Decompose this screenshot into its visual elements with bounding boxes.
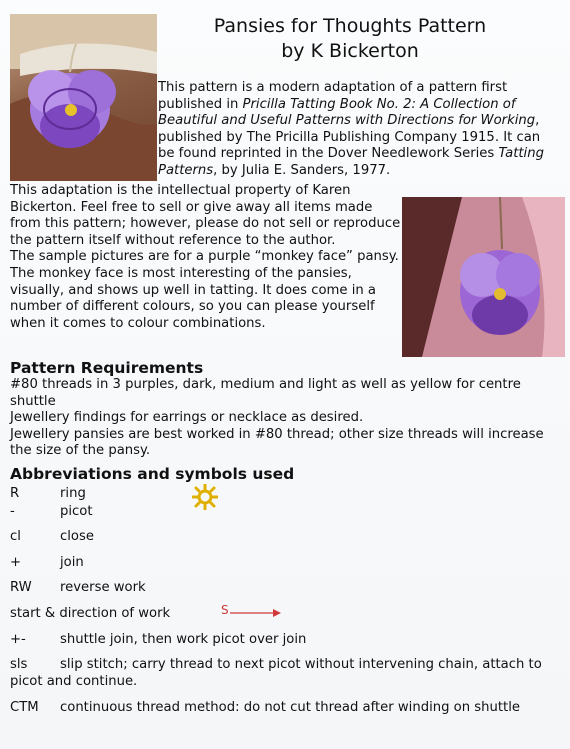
adaptation-paragraph: This adaptation is the intellectual property of Karen Bickerton. Feel free to sell or give away all items made from this pattern; however, please do not sell or reproduce the pattern itself without reference to the author. bbox=[10, 183, 401, 248]
requirement-item: #80 threads in 3 purples, dark, medium and light as well as yellow for centre shuttle bbox=[10, 377, 521, 409]
pansy-photo-hand bbox=[10, 14, 157, 181]
abbr-def: continuous thread method: do not cut thread after winding on shuttle bbox=[60, 700, 520, 715]
requirement-item: Jewellery findings for earrings or necklace as desired. bbox=[10, 410, 364, 426]
intro-series-title: Tatting Patterns bbox=[158, 146, 544, 178]
abbr-row-slip-stitch bbox=[10, 657, 560, 690]
start-symbol-s: S bbox=[221, 603, 229, 617]
abbr-code: + bbox=[10, 555, 22, 570]
direction-arrow-icon bbox=[230, 606, 282, 620]
abbr-code: cl bbox=[10, 529, 21, 544]
abbr-def: ring bbox=[60, 486, 86, 501]
abbr-row-reverse-work bbox=[10, 580, 560, 597]
abbr-code: start & direction of work bbox=[10, 606, 171, 621]
abbr-def: shuttle join, then work picot over join bbox=[60, 632, 307, 647]
abbr-def: reverse work bbox=[60, 580, 146, 595]
abbr-def: picot bbox=[60, 504, 93, 519]
abbr-def: slip stitch; carry thread to next picot without intervening chain, attach to picot and continue. bbox=[10, 657, 542, 689]
abbr-row-shuttle-join bbox=[10, 632, 560, 649]
title-line-2: by K Bickerton bbox=[281, 40, 419, 62]
abbr-row-ctm bbox=[10, 700, 560, 717]
abbr-code: RW bbox=[10, 580, 32, 595]
page-title bbox=[180, 14, 520, 64]
requirement-item: Jewellery pansies are best worked in #80 thread; other size threads will increase the size of the pansy. bbox=[10, 426, 544, 459]
intro-paragraph bbox=[158, 80, 560, 180]
requirements-heading: Pattern Requirements bbox=[10, 359, 204, 377]
abbr-code: CTM bbox=[10, 700, 39, 715]
intro-book-title: Pricilla Tatting Book No. 2: A Collection of Beautiful and Useful Patterns with Directions for Working bbox=[158, 96, 536, 129]
abbr-code: +- bbox=[10, 632, 26, 647]
pansy-photo-worn-image bbox=[402, 197, 565, 357]
intro-text-2: , published by The Pricilla Publishing Company 1915. It can be found reprinted in the Dover Needlework Series bbox=[158, 113, 541, 162]
abbr-code: - bbox=[10, 504, 15, 519]
abbr-code: sls bbox=[10, 657, 28, 672]
abbr-def: close bbox=[60, 529, 94, 544]
abbr-row-close bbox=[10, 529, 560, 546]
abbr-row-ring bbox=[10, 486, 560, 503]
pansy-photo-hand-image bbox=[10, 14, 157, 181]
requirements-list bbox=[10, 377, 560, 460]
abbr-code: R bbox=[10, 486, 20, 501]
intro-text-1: This pattern is a modern adaptation of a pattern first published in bbox=[158, 80, 508, 112]
samples-paragraph: The sample pictures are for a purple “monkey face” pansy. The monkey face is most interesting of the pansies, visually, and shows up well in tatting. It does come in a number of different colours, so you can please yourself when it comes to colour combinations. bbox=[10, 249, 399, 331]
intro-text-3: , by Julia E. Sanders, 1977. bbox=[213, 162, 391, 178]
abbreviations-heading: Abbreviations and symbols used bbox=[10, 465, 295, 483]
title-line-1: Pansies for Thoughts Pattern bbox=[213, 15, 487, 37]
abbr-row-join bbox=[10, 555, 560, 572]
pansy-photo-worn bbox=[402, 197, 565, 357]
adaptation-section bbox=[10, 183, 405, 332]
abbr-def: join bbox=[60, 555, 84, 570]
abbr-row-picot bbox=[10, 504, 560, 521]
abbr-row-start-direction bbox=[10, 606, 560, 623]
